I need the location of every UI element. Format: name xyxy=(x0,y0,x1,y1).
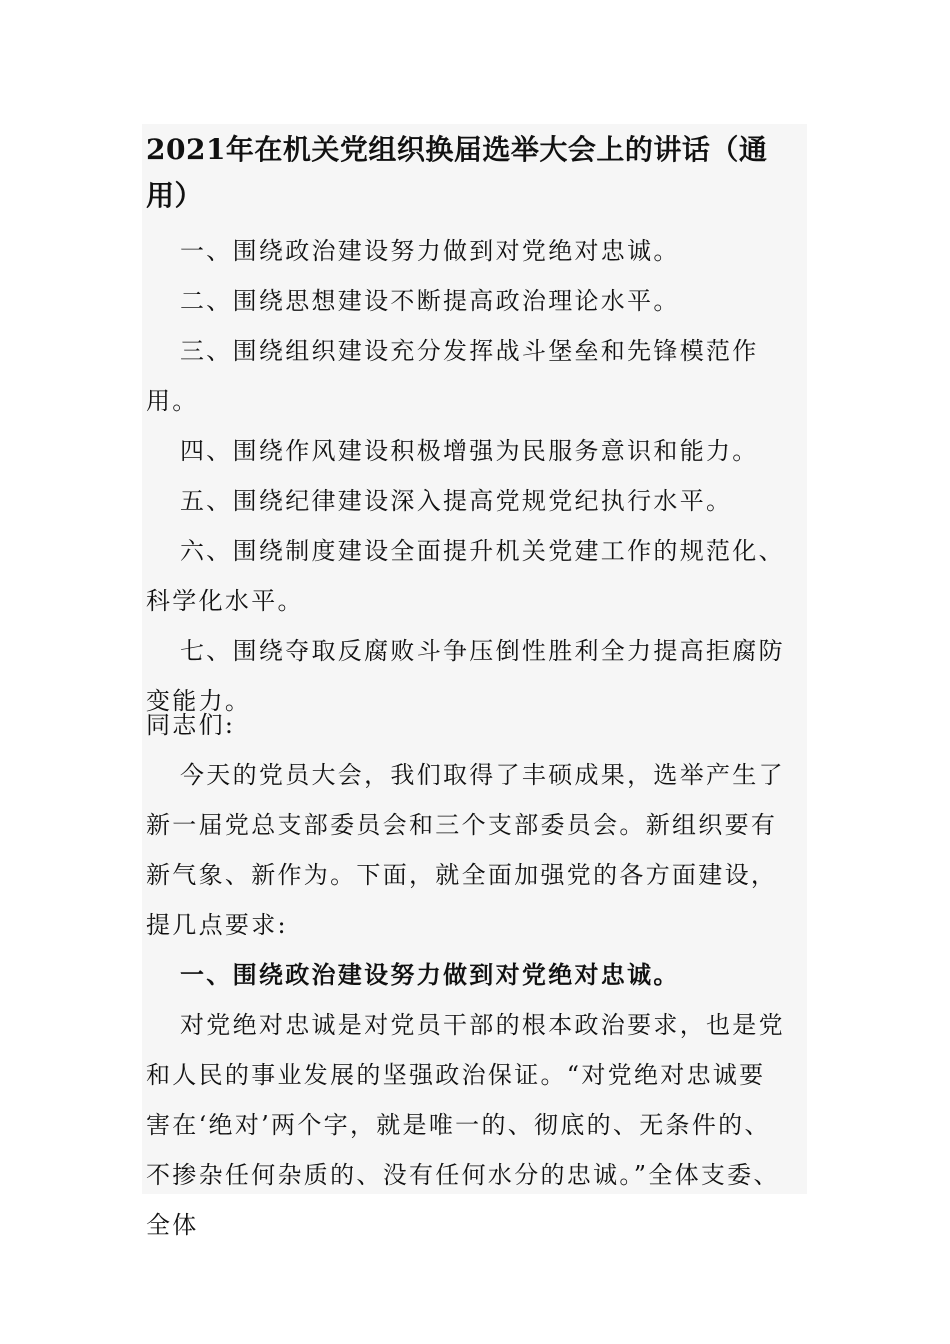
section-paragraph: 对党绝对忠诚是对党员干部的根本政治要求，也是党和人民的事业发展的坚强政治保证。“对党绝对忠诚要害在‘绝对’两个字，就是唯一的、彻底的、无条件的、不掺杂任何杂质的、没有任何水分的忠诚。”全体支委、全体 xyxy=(146,1011,785,1239)
outline-item: 七、围绕夺取反腐败斗争压倒性胜利全力提高拒腐防变能力。 xyxy=(146,637,785,715)
speech-body xyxy=(146,700,786,1250)
outline-item: 三、围绕组织建设充分发挥战斗堡垒和先锋模范作用。 xyxy=(146,337,759,415)
intro-paragraph: 今天的党员大会，我们取得了丰硕成果，选举产生了新一届党总支部委员会和三个支部委员会。新组织要有新气象、新作为。下面，就全面加强党的各方面建设，提几点要求: xyxy=(146,761,785,939)
outline-item: 四、围绕作风建设积极增强为民服务意识和能力。 xyxy=(180,437,759,465)
outline-list xyxy=(146,226,786,726)
outline-item: 二、围绕思想建设不断提高政治理论水平。 xyxy=(180,287,680,315)
salutation: 同志们: xyxy=(146,711,236,739)
section-heading: 一、围绕政治建设努力做到对党绝对忠诚。 xyxy=(180,960,680,989)
document-title: 2021年在机关党组织换届选举大会上的讲话（通用） xyxy=(146,133,768,212)
outline-item: 六、围绕制度建设全面提升机关党建工作的规范化、科学化水平。 xyxy=(146,537,785,615)
outline-item: 一、围绕政治建设努力做到对党绝对忠诚。 xyxy=(180,237,680,265)
outline-item: 五、围绕纪律建设深入提高党规党纪执行水平。 xyxy=(180,487,733,515)
